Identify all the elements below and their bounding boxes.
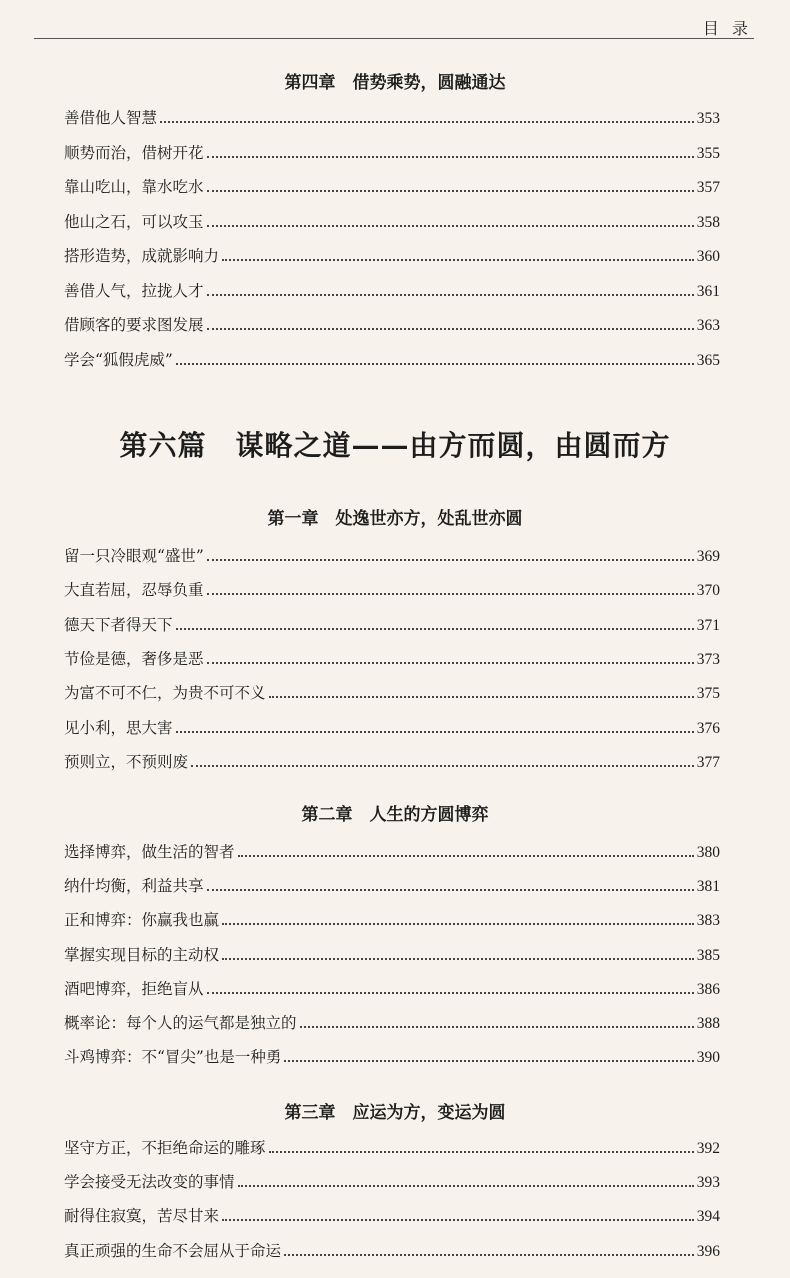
entry-page-number: 353 bbox=[696, 110, 720, 127]
dot-leader bbox=[207, 224, 694, 227]
entry-page-number: 369 bbox=[696, 548, 720, 565]
dot-leader bbox=[176, 730, 694, 733]
entry-title: 靠山吃山，靠水吃水 bbox=[64, 178, 204, 196]
entry-title: 真正顽强的生命不会屈从于命运 bbox=[64, 1241, 282, 1260]
dot-leader bbox=[207, 189, 694, 192]
toc-entry[interactable] bbox=[64, 714, 720, 738]
dot-leader bbox=[207, 558, 694, 561]
toc-entry[interactable] bbox=[64, 576, 720, 600]
dot-leader bbox=[191, 764, 694, 767]
dot-leader bbox=[300, 1025, 694, 1028]
dot-leader bbox=[160, 120, 694, 123]
entry-page-number: 381 bbox=[696, 878, 720, 896]
dot-leader bbox=[176, 362, 694, 365]
toc-entry[interactable] bbox=[64, 208, 720, 232]
entry-page-number: 358 bbox=[696, 213, 720, 231]
toc-entry[interactable] bbox=[64, 1009, 720, 1033]
chapter-heading-4: 第四章 借势乘势，圆融通达 bbox=[284, 73, 506, 93]
dot-leader bbox=[222, 1218, 694, 1221]
toc-entry[interactable] bbox=[64, 748, 720, 772]
dot-leader bbox=[207, 327, 694, 330]
toc-entry[interactable] bbox=[64, 139, 720, 163]
entry-page-number: 355 bbox=[696, 144, 720, 162]
entry-title: 掌握实现目标的主动权 bbox=[64, 945, 220, 964]
toc-entry[interactable] bbox=[64, 906, 720, 930]
dot-leader bbox=[269, 1150, 694, 1153]
dot-leader bbox=[207, 592, 694, 595]
entry-page-number: 377 bbox=[696, 753, 720, 771]
toc-entry[interactable] bbox=[64, 1168, 720, 1192]
toc-entry[interactable] bbox=[64, 277, 720, 301]
entry-title: 酒吧博弈，拒绝盲从 bbox=[64, 979, 204, 998]
dot-leader bbox=[269, 695, 694, 698]
entry-title: 留一只冷眼观“盛世” bbox=[64, 547, 204, 565]
dot-leader bbox=[207, 888, 694, 891]
entry-page-number: 370 bbox=[696, 582, 720, 600]
dot-leader bbox=[222, 922, 694, 925]
entry-title: 学会接受无法改变的事情 bbox=[64, 1173, 235, 1192]
dot-leader bbox=[284, 1059, 693, 1062]
entry-title: 正和博弈：你赢我也赢 bbox=[64, 911, 220, 930]
toc-entry[interactable] bbox=[64, 1134, 720, 1158]
chapter-heading-1: 第一章 处逸世亦方，处乱世亦圆 bbox=[267, 509, 523, 529]
entry-page-number: 371 bbox=[696, 616, 720, 634]
dot-leader bbox=[207, 991, 694, 994]
entry-page-number: 383 bbox=[696, 912, 720, 930]
chapter-heading-3: 第三章 应运为方，变运为圆 bbox=[284, 1103, 506, 1123]
entry-title: 坚守方正，不拒绝命运的雕琢 bbox=[64, 1139, 266, 1157]
entry-title: 顺势而治，借树开花 bbox=[64, 143, 204, 162]
toc-entry[interactable] bbox=[64, 679, 720, 703]
entry-title: 斗鸡博弈：不“冒尖”也是一种勇 bbox=[64, 1048, 282, 1067]
toc-entry[interactable] bbox=[64, 242, 720, 266]
dot-leader bbox=[222, 258, 694, 261]
entry-title: 他山之石，可以攻玉 bbox=[64, 212, 204, 231]
entry-page-number: 380 bbox=[696, 844, 720, 861]
entry-title: 概率论：每个人的运气都是独立的 bbox=[64, 1014, 297, 1032]
dot-leader bbox=[238, 1184, 694, 1187]
toc-entry[interactable] bbox=[64, 611, 720, 635]
toc-entry[interactable] bbox=[64, 838, 720, 862]
toc-entry[interactable] bbox=[64, 1237, 720, 1261]
entry-page-number: 376 bbox=[696, 719, 720, 737]
entry-page-number: 396 bbox=[696, 1242, 720, 1260]
running-header bbox=[34, 16, 754, 39]
toc-entry[interactable] bbox=[64, 173, 720, 197]
entry-title: 善借人气，拉拢人才 bbox=[64, 281, 204, 300]
chapter-heading-2: 第二章 人生的方圆博弈 bbox=[301, 805, 489, 825]
entry-page-number: 365 bbox=[696, 351, 720, 369]
dot-leader bbox=[238, 854, 694, 857]
entry-title: 大直若屈，忍辱负重 bbox=[64, 581, 204, 600]
entry-title: 预则立，不预则废 bbox=[64, 752, 189, 771]
entry-title: 见小利，思大害 bbox=[64, 718, 173, 737]
entry-title: 借顾客的要求图发展 bbox=[64, 316, 204, 334]
toc-entry[interactable] bbox=[64, 645, 720, 669]
toc-entry[interactable] bbox=[64, 1202, 720, 1226]
toc-entry[interactable] bbox=[64, 872, 720, 896]
entry-page-number: 394 bbox=[696, 1208, 720, 1226]
entry-title: 学会“狐假虎威” bbox=[64, 350, 173, 369]
entry-page-number: 385 bbox=[696, 946, 720, 964]
toc-entry[interactable] bbox=[64, 346, 720, 370]
toc-entry[interactable] bbox=[64, 542, 720, 566]
entry-page-number: 357 bbox=[696, 179, 720, 196]
entry-page-number: 360 bbox=[696, 248, 720, 265]
dot-leader bbox=[207, 293, 694, 296]
entry-title: 为富不可不仁，为贵不可不义 bbox=[64, 684, 266, 703]
toc-entry[interactable] bbox=[64, 975, 720, 999]
dot-leader bbox=[207, 155, 694, 158]
part-heading: 第六篇 谋略之道——由方而圆，由圆而方 bbox=[119, 429, 671, 462]
toc-entry[interactable] bbox=[64, 104, 720, 128]
entry-page-number: 363 bbox=[696, 317, 720, 334]
entry-title: 搭形造势，成就影响力 bbox=[64, 247, 220, 265]
entry-title: 耐得住寂寞，苦尽甘来 bbox=[64, 1207, 220, 1226]
entry-page-number: 388 bbox=[696, 1015, 720, 1032]
toc-entry[interactable] bbox=[64, 311, 720, 335]
entry-page-number: 375 bbox=[696, 685, 720, 703]
entry-title: 善借他人智慧 bbox=[64, 109, 158, 127]
toc-entry[interactable] bbox=[64, 941, 720, 965]
entry-title: 选择博弈，做生活的智者 bbox=[64, 843, 235, 861]
dot-leader bbox=[176, 627, 694, 630]
entry-title: 节俭是德，奢侈是恶 bbox=[64, 649, 204, 668]
toc-entry[interactable] bbox=[64, 1043, 720, 1067]
dot-leader bbox=[207, 661, 694, 664]
header-label: 目 录 bbox=[702, 19, 752, 38]
dot-leader bbox=[284, 1253, 694, 1256]
entry-title: 纳什均衡，利益共享 bbox=[64, 877, 204, 896]
entry-page-number: 361 bbox=[696, 282, 720, 300]
entry-page-number: 392 bbox=[696, 1140, 720, 1157]
dot-leader bbox=[222, 957, 694, 960]
entry-title: 德天下者得天下 bbox=[64, 615, 173, 634]
entry-page-number: 390 bbox=[696, 1049, 720, 1067]
entry-page-number: 373 bbox=[696, 650, 720, 668]
entry-page-number: 393 bbox=[696, 1174, 720, 1192]
entry-page-number: 386 bbox=[696, 980, 720, 998]
